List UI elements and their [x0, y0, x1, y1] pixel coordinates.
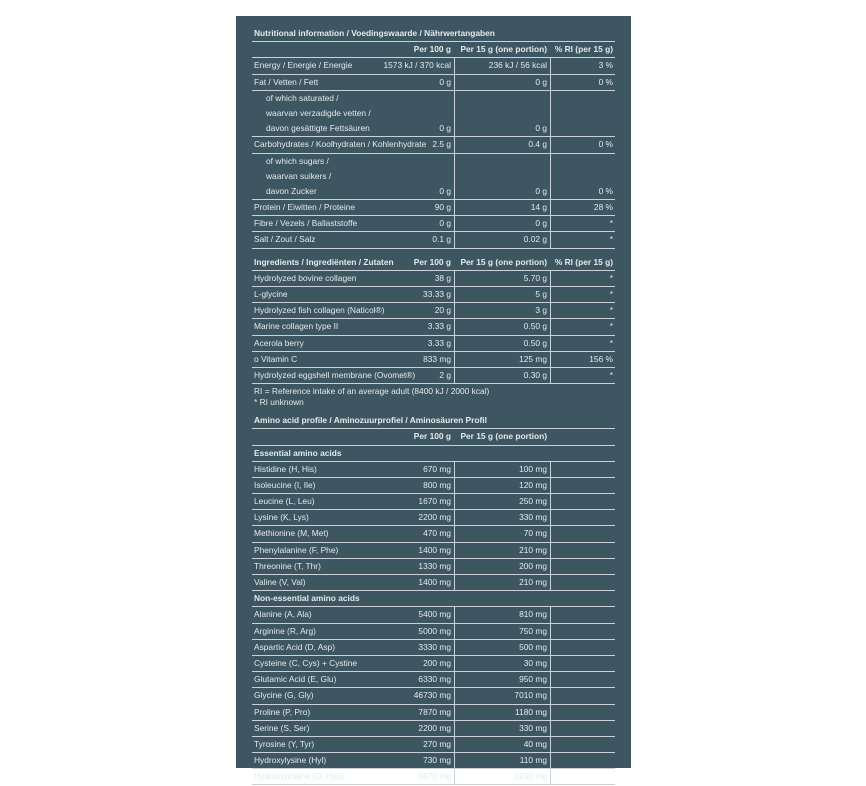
- amino-per100: 6870 mg: [418, 771, 451, 782]
- amino-row: [252, 543, 615, 559]
- nutrient-name: of which saturated /: [266, 92, 339, 103]
- amino-per100: 1400 mg: [418, 544, 451, 555]
- amino-row: [252, 526, 615, 542]
- nutrition-header-row: [252, 42, 615, 58]
- amino-row: [252, 737, 615, 753]
- ingredient-per15: 5.70 g: [523, 272, 547, 283]
- amino-name: Cysteine (C, Cys) + Cystine: [254, 657, 358, 668]
- amino-row: [252, 478, 615, 494]
- nutrition-header-per100: Per 100 g: [413, 44, 451, 55]
- nutrient-per15: 0.4 g: [528, 139, 547, 150]
- column-divider: [550, 271, 551, 286]
- column-divider: [454, 232, 455, 247]
- amino-per15: 500 mg: [519, 641, 547, 652]
- ingredient-row: [252, 352, 615, 368]
- nutrition-row: [252, 137, 615, 153]
- column-divider: [454, 705, 455, 720]
- column-divider: [454, 200, 455, 215]
- nutrition-rows: [252, 58, 615, 248]
- ingredient-ri: *: [609, 321, 613, 332]
- amino-per15: 1180 mg: [515, 706, 547, 717]
- nutrient-name: Energy / Energie / Energie: [254, 60, 353, 71]
- amino-per100: 5400 mg: [418, 609, 451, 620]
- essential-rows: [252, 462, 615, 592]
- column-divider: [454, 575, 455, 590]
- amino-row: [252, 753, 615, 769]
- ri-note: RI = Reference intake of an average adult (8400 kJ / 2000 kcal): [254, 386, 490, 397]
- nutrition-label-panel: [236, 16, 631, 782]
- amino-name: Lysine (K, Lys): [254, 512, 309, 523]
- amino-per15: 950 mg: [519, 674, 547, 685]
- nutrition-row: [252, 154, 615, 169]
- amino-name: Valine (V, Val): [254, 577, 306, 587]
- column-divider: [550, 737, 551, 752]
- column-divider: [550, 656, 551, 671]
- column-divider: [454, 287, 455, 302]
- column-divider: [454, 721, 455, 736]
- column-divider: [550, 494, 551, 509]
- ingredient-row: [252, 271, 615, 287]
- nutrient-per100: 90 g: [434, 202, 451, 213]
- nutrient-name: of which sugars /: [266, 155, 329, 166]
- amino-name: Leucine (L, Leu): [254, 496, 315, 507]
- ingredient-per100: 833 mg: [423, 353, 451, 364]
- column-divider: [550, 216, 551, 231]
- nutrition-row: [252, 169, 615, 184]
- amino-per100: 470 mg: [423, 528, 451, 539]
- column-divider: [454, 688, 455, 703]
- ingredient-per100: 3.33 g: [427, 321, 451, 332]
- ingredient-row: [252, 287, 615, 303]
- nutrient-name: davon gesättigte Fettsäuren: [266, 123, 370, 134]
- amino-row: [252, 769, 615, 785]
- ingredient-name: Hydrolyzed eggshell membrane (Ovomet®): [254, 369, 416, 380]
- nutrient-ri: *: [609, 234, 613, 245]
- column-divider: [550, 303, 551, 318]
- nutrition-row: [252, 200, 615, 216]
- column-divider: [454, 154, 455, 169]
- nonessential-rows: [252, 607, 615, 785]
- column-divider: [550, 319, 551, 334]
- column-divider: [550, 352, 551, 367]
- column-divider: [550, 91, 551, 106]
- column-divider: [454, 319, 455, 334]
- column-divider: [550, 106, 551, 121]
- amino-name: Aspartic Acid (D, Asp): [254, 641, 335, 652]
- amino-per100: 1330 mg: [418, 560, 451, 571]
- amino-per100: 46730 mg: [413, 690, 451, 701]
- amino-name: Histidine (H, His): [254, 463, 317, 474]
- ingredient-row: [252, 303, 615, 319]
- column-divider: [550, 672, 551, 687]
- amino-per100: 1670 mg: [418, 496, 451, 507]
- ingredient-per15: 0.50 g: [523, 337, 547, 348]
- ingredient-name: Hydrolyzed bovine collagen: [254, 272, 357, 283]
- column-divider: [550, 184, 551, 199]
- amino-per100: 1400 mg: [418, 577, 451, 587]
- column-divider: [550, 559, 551, 574]
- amino-per100: 730 mg: [423, 755, 451, 766]
- column-divider: [550, 336, 551, 351]
- column-divider: [550, 721, 551, 736]
- column-divider: [550, 200, 551, 215]
- nutrition-title: [252, 26, 615, 42]
- ingredient-ri: *: [609, 337, 613, 348]
- ingredient-ri: 156 %: [589, 353, 613, 364]
- amino-header-per15: Per 15 g (one portion): [460, 431, 547, 442]
- amino-per15: 120 mg: [519, 479, 547, 490]
- nutrient-per15: 0 g: [535, 218, 547, 229]
- column-divider: [454, 368, 455, 383]
- amino-per100: 200 mg: [423, 657, 451, 668]
- ingredient-rows: [252, 271, 615, 384]
- column-divider: [454, 352, 455, 367]
- amino-row: [252, 688, 615, 704]
- column-divider: [454, 216, 455, 231]
- nutrition-row: [252, 106, 615, 121]
- amino-per100: 2200 mg: [418, 512, 451, 523]
- amino-per15: 210 mg: [519, 544, 547, 555]
- column-divider: [550, 478, 551, 493]
- nutrition-row: [252, 216, 615, 232]
- nutrition-row: [252, 184, 615, 200]
- ingredient-ri: *: [609, 305, 613, 316]
- column-divider: [550, 137, 551, 152]
- ingredient-per100: 2 g: [439, 369, 451, 380]
- column-divider: [550, 575, 551, 590]
- amino-per15: 40 mg: [523, 738, 547, 749]
- amino-row: [252, 640, 615, 656]
- nutrient-per15: 236 kJ / 56 kcal: [488, 60, 547, 71]
- amino-per100: 6330 mg: [418, 674, 451, 685]
- ingredient-per15: 0.50 g: [523, 321, 547, 332]
- amino-row: [252, 559, 615, 575]
- nutrient-ri: 0 %: [598, 139, 613, 150]
- column-divider: [454, 656, 455, 671]
- amino-title: [252, 413, 615, 429]
- column-divider: [550, 526, 551, 541]
- ingredient-per100: 3.33 g: [427, 337, 451, 348]
- ingredient-per100: 20 g: [434, 305, 451, 316]
- nutrient-per100: 2.5 g: [432, 139, 451, 150]
- column-divider: [550, 688, 551, 703]
- nutrient-ri: 28 %: [593, 202, 613, 213]
- column-divider: [454, 510, 455, 525]
- column-divider: [550, 640, 551, 655]
- column-divider: [454, 526, 455, 541]
- ingredient-per15: 0.30 g: [523, 369, 547, 380]
- nutrient-ri: *: [609, 218, 613, 229]
- column-divider: [454, 58, 455, 73]
- amino-row: [252, 705, 615, 721]
- amino-row: [252, 510, 615, 526]
- ingredient-ri: *: [609, 272, 613, 283]
- amino-per15: 750 mg: [519, 625, 547, 636]
- amino-header-per100: Per 100 g: [413, 431, 451, 442]
- column-divider: [454, 769, 455, 784]
- column-divider: [454, 494, 455, 509]
- nutrient-name: waarvan suikers /: [266, 170, 332, 181]
- ingredients-header-row: [252, 255, 615, 271]
- nutrition-row: [252, 75, 615, 91]
- amino-name: Methionine (M, Met): [254, 528, 329, 539]
- column-divider: [454, 607, 455, 622]
- amino-name: Isoleucine (I, Ile): [254, 479, 316, 490]
- amino-per100: 7870 mg: [418, 706, 451, 717]
- essential-title-text: Essential amino acids: [254, 447, 342, 458]
- ingredients-title: Ingredients / Ingrediënten / Zutaten: [254, 256, 394, 267]
- amino-per15: 1030 mg: [514, 771, 547, 782]
- column-divider: [550, 510, 551, 525]
- column-divider: [550, 543, 551, 558]
- amino-name: Serine (S, Ser): [254, 722, 310, 733]
- amino-per15: 70 mg: [523, 528, 547, 539]
- amino-per100: 3330 mg: [418, 641, 451, 652]
- nutrient-per15: 0 g: [535, 123, 547, 134]
- ingredient-name: o Vitamin C: [254, 353, 298, 364]
- column-divider: [454, 184, 455, 199]
- nutrition-title-text: Nutritional information / Voedingswaarde / Nährwertangaben: [254, 28, 495, 38]
- column-divider: [454, 91, 455, 106]
- amino-per15: 7010 mg: [514, 690, 547, 701]
- ingredient-per100: 38 g: [434, 272, 451, 283]
- amino-row: [252, 607, 615, 623]
- column-divider: [454, 121, 455, 136]
- nutrition-row: [252, 58, 615, 74]
- nutrition-header-per15: Per 15 g (one portion): [460, 44, 547, 55]
- ingredient-per15: 5 g: [535, 289, 547, 299]
- nutrient-per100: 0.1 g: [432, 234, 451, 245]
- amino-row: [252, 575, 615, 591]
- nutrient-per15: 0 g: [535, 185, 547, 196]
- nutrient-name: Fat / Vetten / Fett: [254, 76, 319, 87]
- column-divider: [454, 478, 455, 493]
- column-divider: [550, 121, 551, 136]
- ingredient-per15: 3 g: [535, 305, 547, 316]
- label-content: [252, 26, 615, 785]
- nutrient-name: Protein / Eiwitten / Proteine: [254, 202, 356, 213]
- ingredients-header-per100: Per 100 g: [413, 256, 451, 267]
- column-divider: [454, 753, 455, 768]
- column-divider: [454, 672, 455, 687]
- essential-title: [252, 446, 615, 462]
- column-divider: [454, 303, 455, 318]
- amino-name: Alanine (A, Ala): [254, 609, 312, 620]
- ingredient-name: Marine collagen type II: [254, 321, 339, 332]
- nutrient-per15: 14 g: [530, 202, 547, 213]
- amino-row: [252, 721, 615, 737]
- ingredient-row: [252, 336, 615, 352]
- nutrition-header-ri: % RI (per 15 g): [554, 44, 613, 55]
- amino-row: [252, 494, 615, 510]
- column-divider: [550, 154, 551, 169]
- column-divider: [550, 75, 551, 90]
- column-divider: [454, 336, 455, 351]
- column-divider: [454, 737, 455, 752]
- nutrient-name: davon Zucker: [266, 185, 317, 196]
- amino-per100: 5000 mg: [418, 625, 451, 636]
- nutrition-row: [252, 91, 615, 106]
- nutrition-row: [252, 121, 615, 137]
- amino-name: Arginine (R, Arg): [254, 625, 316, 636]
- column-divider: [550, 287, 551, 302]
- nonessential-title: [252, 591, 615, 607]
- amino-header-row: [252, 429, 615, 445]
- ingredient-per15: 125 mg: [519, 353, 547, 364]
- nutrient-name: Salt / Zout / Salz: [254, 234, 316, 245]
- amino-row: [252, 462, 615, 478]
- nutrient-per100: 0 g: [439, 185, 451, 196]
- amino-per15: 200 mg: [519, 560, 547, 571]
- amino-title-text: Amino acid profile / Aminozuurprofiel / Aminosäuren Profil: [254, 415, 487, 426]
- ingredient-row: [252, 368, 615, 384]
- column-divider: [550, 705, 551, 720]
- ingredient-per100: 33.33 g: [423, 289, 451, 299]
- amino-row: [252, 624, 615, 640]
- amino-per15: 330 mg: [519, 722, 547, 733]
- nutrient-ri: 0 %: [598, 76, 613, 87]
- amino-row: [252, 672, 615, 688]
- nutrient-per15: 0.02 g: [523, 234, 547, 245]
- column-divider: [454, 640, 455, 655]
- amino-name: Glycine (G, Gly): [254, 690, 314, 701]
- amino-name: Hydroxylysine (Hyl): [254, 755, 327, 766]
- ingredient-name: Hydrolyzed fish collagen (Naticol®): [254, 305, 385, 316]
- column-divider: [550, 58, 551, 73]
- amino-name: Proline (P, Pro): [254, 706, 311, 717]
- amino-name: Glutamic Acid (E, Glu): [254, 674, 337, 685]
- amino-name: Threonine (T, Thr): [254, 560, 321, 571]
- ingredient-name: Acerola berry: [254, 337, 304, 348]
- nutrient-per100: 0 g: [439, 76, 451, 87]
- nutrient-name: Fibre / Vezels / Ballaststoffe: [254, 218, 358, 229]
- column-divider: [454, 543, 455, 558]
- column-divider: [454, 559, 455, 574]
- amino-per15: 30 mg: [523, 657, 547, 668]
- nutrition-row: [252, 232, 615, 248]
- amino-per100: 800 mg: [423, 479, 451, 490]
- ri-unknown-note: * RI unknown: [254, 396, 304, 407]
- column-divider: [454, 137, 455, 152]
- nutrient-name: Carbohydrates / Koolhydraten / Kohlenhydrate: [254, 139, 427, 150]
- column-divider: [454, 462, 455, 477]
- amino-per100: 2200 mg: [418, 722, 451, 733]
- column-divider: [550, 753, 551, 768]
- amino-per15: 110 mg: [519, 755, 547, 766]
- amino-per15: 330 mg: [519, 512, 547, 523]
- ingredients-header-ri: % RI (per 15 g): [554, 256, 613, 267]
- nutrient-name: waarvan verzadigde vetten /: [266, 107, 371, 118]
- column-divider: [550, 624, 551, 639]
- amino-row: [252, 656, 615, 672]
- nutrient-per100: 0 g: [439, 123, 451, 134]
- amino-per15: 810 mg: [519, 609, 547, 620]
- amino-per15: 250 mg: [519, 496, 547, 507]
- column-divider: [454, 75, 455, 90]
- ingredient-ri: *: [609, 369, 613, 380]
- ingredient-row: [252, 319, 615, 335]
- column-divider: [550, 607, 551, 622]
- nutrient-per15: 0 g: [535, 76, 547, 87]
- column-divider: [550, 462, 551, 477]
- amino-name: Phenylalanine (F, Phe): [254, 544, 339, 555]
- ingredient-name: L-glycine: [254, 289, 288, 299]
- column-divider: [550, 368, 551, 383]
- amino-name: Tyrosine (Y, Tyr): [254, 738, 315, 749]
- nonessential-title-text: Non-essential amino acids: [254, 593, 360, 604]
- amino-name: Hydroxyproline (O, Hyp): [254, 771, 344, 782]
- amino-per100: 270 mg: [423, 738, 451, 749]
- amino-per15: 100 mg: [519, 463, 547, 474]
- column-divider: [550, 169, 551, 184]
- nutrient-ri: 3 %: [598, 60, 613, 71]
- column-divider: [454, 624, 455, 639]
- ingredient-ri: *: [609, 289, 613, 299]
- nutrient-per100: 1573 kJ / 370 kcal: [383, 60, 451, 71]
- column-divider: [550, 769, 551, 784]
- amino-per15: 210 mg: [519, 577, 547, 587]
- column-divider: [454, 106, 455, 121]
- nutrient-per100: 0 g: [439, 218, 451, 229]
- column-divider: [454, 169, 455, 184]
- ingredients-header-per15: Per 15 g (one portion): [460, 256, 547, 267]
- amino-per100: 670 mg: [423, 463, 451, 474]
- column-divider: [454, 271, 455, 286]
- column-divider: [550, 232, 551, 247]
- nutrient-ri: 0 %: [598, 185, 613, 196]
